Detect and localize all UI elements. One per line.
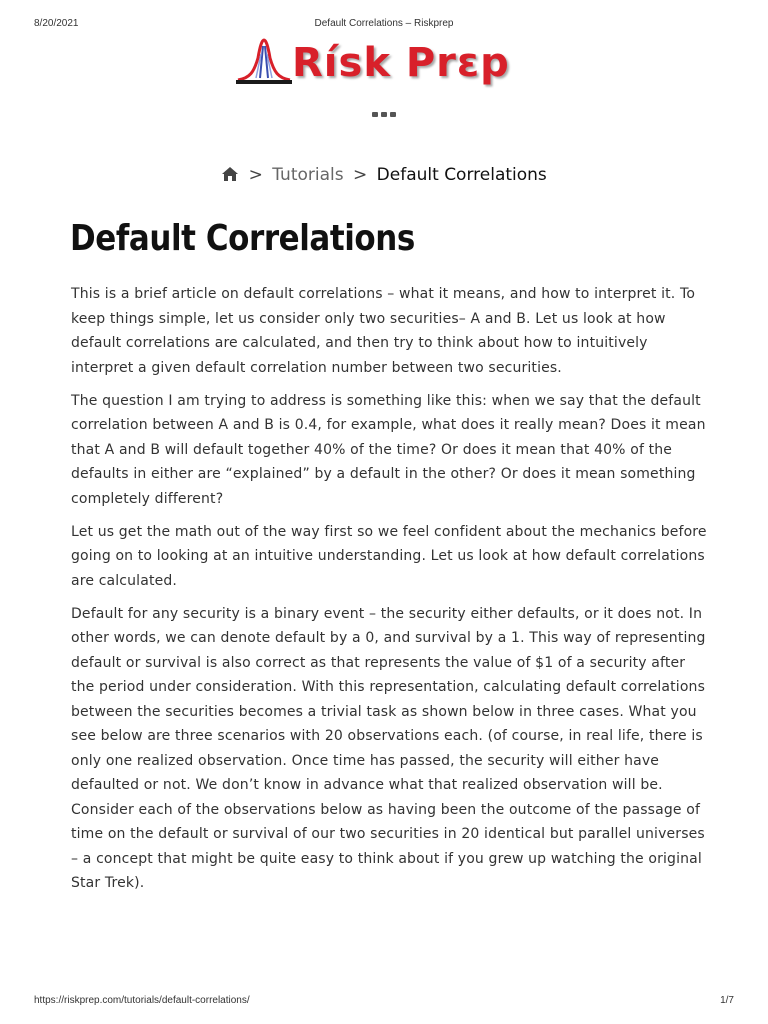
print-page-title: Default Correlations – Riskprep (314, 18, 454, 29)
breadcrumb-separator: > (248, 165, 263, 185)
print-date: 8/20/2021 (34, 18, 79, 29)
print-header (0, 18, 768, 30)
breadcrumb-current: Default Correlations (376, 165, 547, 185)
menu-dots-icon[interactable] (372, 110, 398, 118)
site-logo[interactable] (234, 34, 534, 92)
print-page-number: 1/7 (720, 995, 734, 1006)
article-body (71, 282, 711, 904)
home-icon[interactable] (221, 166, 239, 187)
article-paragraph: This is a brief article on default correlations – what it means, and how to interpret it. To keep things simple, let us consider only two securities– A and B. Let us look at how default correlations are calculated, and then try to think about how to intuitively interpret a given default correlation number between two securities. (71, 286, 696, 376)
article-paragraph: Default for any security is a binary event – the security either defaults, or it does not. In other words, we can denote default by a 0, and survival by a 1. This way of representing default or survival is also correct as that represents the value of $1 of a security after the period under consideration. With this representation, calculating default correlations between the securities becomes a trivial task as shown below in three cases. What you see below are three scenarios with 20 observations each. (of course, in real life, there is only one realized observation. Once time has passed, the security will either have defaulted or not. We don’t know in advance what that realized observation will be. Consider each of the observations below as having been the outcome of the passage of time on the default or survival of our two securities in 20 identical but parallel universes – a concept that might be quite easy to think about if you grew up watching the original Star Trek). (71, 605, 706, 891)
bell-curve-logo-icon (234, 34, 294, 92)
page-title: Default Correlations (70, 218, 415, 259)
breadcrumb-tutorials-link[interactable]: Tutorials (272, 165, 344, 185)
article-paragraph: The question I am trying to address is something like this: when we say that the default correlation between A and B is 0.4, for example, what does it really mean? Does it mean that A and B will default together 40% of the time? Or does it mean that 40% of the defaults in either are “explained” by a default in the other? Or does it mean something completely different? (71, 392, 706, 507)
breadcrumb (0, 165, 768, 187)
print-url: https://riskprep.com/tutorials/default-correlations/ (34, 995, 250, 1006)
logo-text: Rísk Prεp (292, 40, 510, 86)
breadcrumb-separator: > (353, 165, 368, 185)
article-paragraph: Let us get the math out of the way first so we feel confident about the mechanics before going on to looking at an intuitive understanding. Let us look at how default correlations are calculated. (71, 523, 707, 589)
